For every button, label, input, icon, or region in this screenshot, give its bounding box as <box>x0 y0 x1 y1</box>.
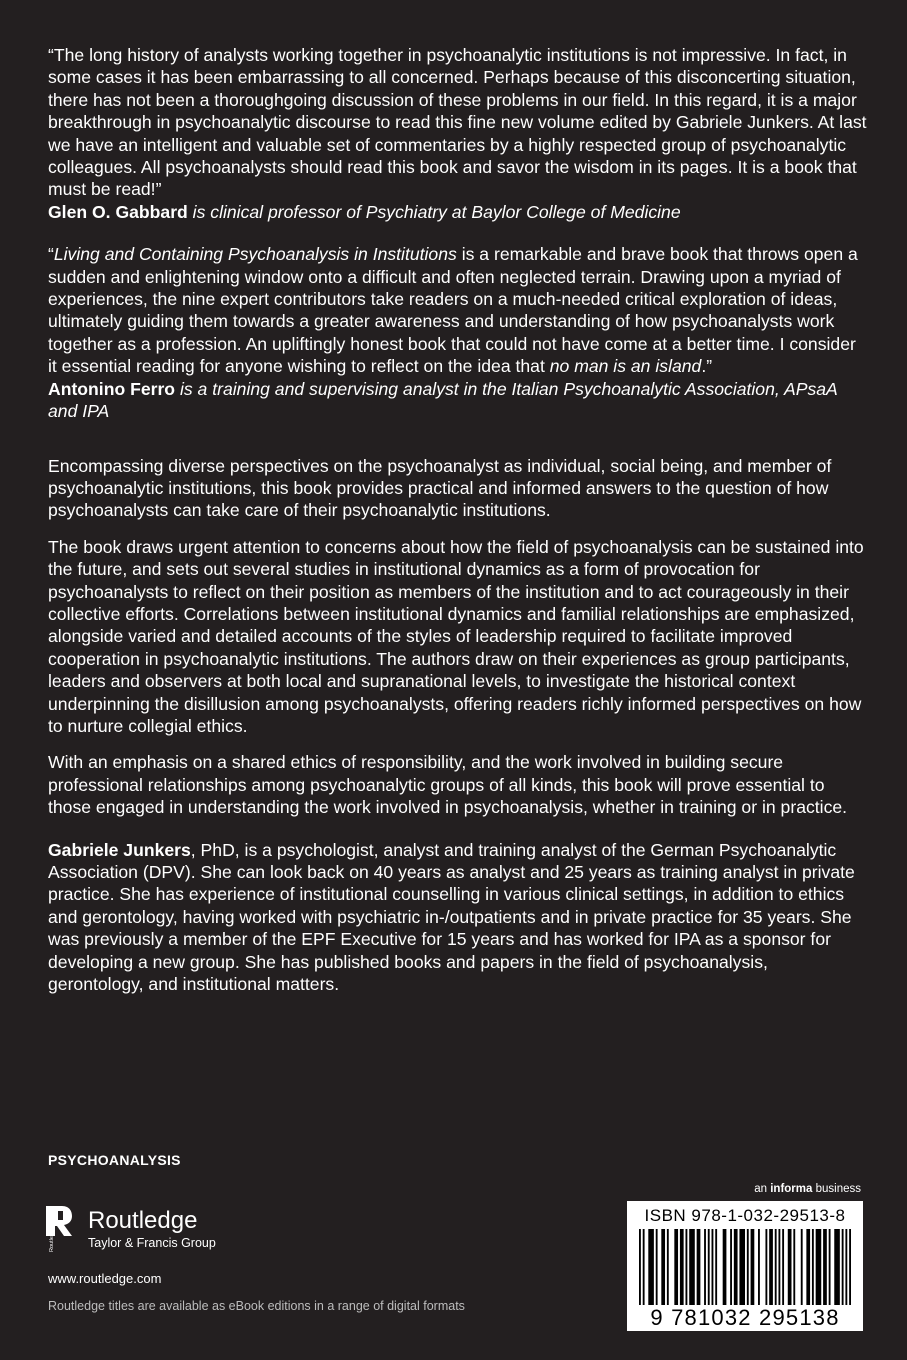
barcode-bar <box>775 1229 777 1305</box>
barcode-bar <box>758 1229 760 1305</box>
barcode-bar <box>793 1229 795 1305</box>
barcode-bar <box>769 1229 773 1305</box>
barcode-bar <box>667 1229 669 1305</box>
author-bio <box>48 839 868 996</box>
barcode-bar <box>730 1229 732 1305</box>
publisher-name: Routledge <box>88 1207 198 1234</box>
informa-brand: informa <box>770 1183 813 1195</box>
barcode-bar <box>812 1229 814 1305</box>
back-cover-text <box>48 44 868 995</box>
barcode-bar <box>689 1229 695 1305</box>
endorser-role: is a training and supervising analyst in the Italian Psychoanalytic Association, APsaA and IPA <box>48 378 838 422</box>
barcode-bar <box>829 1229 831 1305</box>
endorsement-gabbard <box>48 44 868 223</box>
book-title: Living and Containing Psychoanalysis in Institutions <box>53 244 457 265</box>
barcode-bar <box>648 1229 654 1305</box>
barcode-bars <box>639 1229 851 1305</box>
barcode-digits: 9 781032 295138 <box>650 1305 840 1330</box>
informa-prefix: an <box>754 1183 771 1195</box>
endorser-role: is clinical professor of Psychiatry at Baylor College of Medicine <box>187 201 681 222</box>
barcode-bar <box>806 1229 810 1305</box>
barcode-bar <box>778 1229 780 1305</box>
svg-text:Routledge: Routledge <box>49 1226 55 1252</box>
endorsement-quote: is a remarkable and brave book that throws open a sudden and enlightening window onto a difficult and often neglected terrain. Drawing upon a myriad of experiences, the nine expert contributors take readers on a much-needed critical exploration of ideas, ultimately guiding them towards a greater awareness and understanding of how psychoanalysts work together as a profession. An upliftingly honest book that could not have come at a better time. I consider it essential reading for anyone wishing to reflect on the idea that <box>48 244 858 377</box>
publisher-group: Taylor & Francis Group <box>88 1236 216 1250</box>
informa-tagline <box>754 1183 861 1195</box>
barcode-bar <box>801 1229 803 1305</box>
endorser-name: Glen O. Gabbard <box>48 201 188 222</box>
ebook-note: Routledge titles are available as eBook editions in a range of digital formats <box>48 1299 465 1313</box>
close-quote: .” <box>701 356 713 377</box>
barcode-bar <box>845 1229 847 1305</box>
barcode-bar <box>765 1229 767 1305</box>
barcode-bar <box>656 1229 658 1305</box>
endorsement-quote: “The long history of analysts working together in psychoanalytic institutions is not impressive. In fact, in some cases it has been embarrassing to all concerned. Perhaps because of this disconcerting situation, there has not been a thoroughgoing discussion of these problems in our field. In this regard, it is a major breakthrough in psychoanalytic discourse to read this fine new volume edited by Gabriele Junkers. At last we have an intelligent and valuable set of commentaries by a highly respected group of psychoanalytic colleagues. All psychoanalysts should read this book and savor the wisdom in its pages. It is a book that must be read!” <box>48 45 867 200</box>
barcode-bar <box>834 1229 840 1305</box>
description-paragraph-3: With an emphasis on a shared ethics of responsibility, and the work involved in building secure professional relationships among psychoanalytic groups of all kinds, this book will prove essential to those engaged in understanding the work involved in psychoanalysis, whether in training or in practice. <box>48 752 848 818</box>
barcode-bar <box>661 1229 665 1305</box>
barcode-bar <box>685 1229 687 1305</box>
publisher-url[interactable]: www.routledge.com <box>48 1271 162 1286</box>
barcode-bar <box>747 1229 749 1305</box>
barcode-bar <box>712 1229 714 1305</box>
barcode-bar <box>639 1229 641 1305</box>
barcode-bar <box>782 1229 784 1305</box>
barcode-bar <box>816 1229 822 1305</box>
isbn-label: ISBN 978-1-032-29513-8 <box>644 1206 846 1225</box>
barcode-bar <box>788 1229 792 1305</box>
barcode-bar <box>842 1229 844 1305</box>
description-paragraph-1: Encompassing diverse perspectives on the psychoanalyst as individual, social being, and member of psychoanalytic institutions, this book provides practical and informed answers to the question of how psychoanalysts can take care of their psychoanalytic institutions. <box>48 455 832 521</box>
open-quote: “ <box>48 244 54 265</box>
description-paragraph-2: The book draws urgent attention to concerns about how the field of psychoanalysis can be sustained into the future, and sets out several studies in institutional dynamics as a form of provocation for psychoanalysts to reflect on their position as members of the institution and to act courageously in their collective efforts. Correlations between institutional dynamics and familial relationships are emphasized, alongside varied and detailed accounts of the styles of leadership required to facilitate improved cooperation in psychoanalytic institutions. The authors draw on their experiences as group participants, leaders and observers at both local and supranational levels, to investigate the historical context underpinning the disillusion among psychoanalysts, offering readers richly informed perspectives on how to nurture collegial ethics. <box>48 536 864 736</box>
barcode-bar <box>849 1229 851 1305</box>
informa-suffix: business <box>812 1183 861 1195</box>
quote-italic-end: no man is an island <box>549 356 702 377</box>
barcode-bar <box>704 1229 706 1305</box>
barcode-bar <box>739 1229 745 1305</box>
author-bio-text: , PhD, is a psychologist, analyst and training analyst of the German Psychoanalytic Association (DPV). She can look back on 40 years as analyst and 25 years as training analyst in private practice. She has experience of institutional counselling in various clinical settings, in addition to ethics and gerontology, having worked with psychiatric in-/outpatients and in private practice for 35 years. She was previously a member of the EPF Executive for 15 years and has worked for IPA as a sponsor for developing a new group. She has published books and papers in the field of psychoanalysis, gerontology, and institutional matters. <box>48 839 855 995</box>
barcode-bar <box>697 1229 701 1305</box>
barcode-bar <box>680 1229 684 1305</box>
subject-category: PSYCHOANALYSIS <box>48 1152 181 1168</box>
barcode-bar <box>823 1229 827 1305</box>
endorser-name: Antonino Ferro <box>48 378 176 399</box>
routledge-r-icon <box>44 1202 74 1254</box>
barcode-bar <box>708 1229 710 1305</box>
publisher-logo <box>44 1202 244 1262</box>
barcode-bar <box>715 1229 717 1305</box>
author-name: Gabriele Junkers <box>48 839 191 860</box>
barcode-bar <box>643 1229 645 1305</box>
barcode-bar <box>723 1229 727 1305</box>
isbn-barcode <box>627 1201 863 1331</box>
barcode-bar <box>734 1229 738 1305</box>
barcode-bar <box>751 1229 755 1305</box>
endorsement-ferro <box>48 243 868 422</box>
barcode-bar <box>674 1229 678 1305</box>
